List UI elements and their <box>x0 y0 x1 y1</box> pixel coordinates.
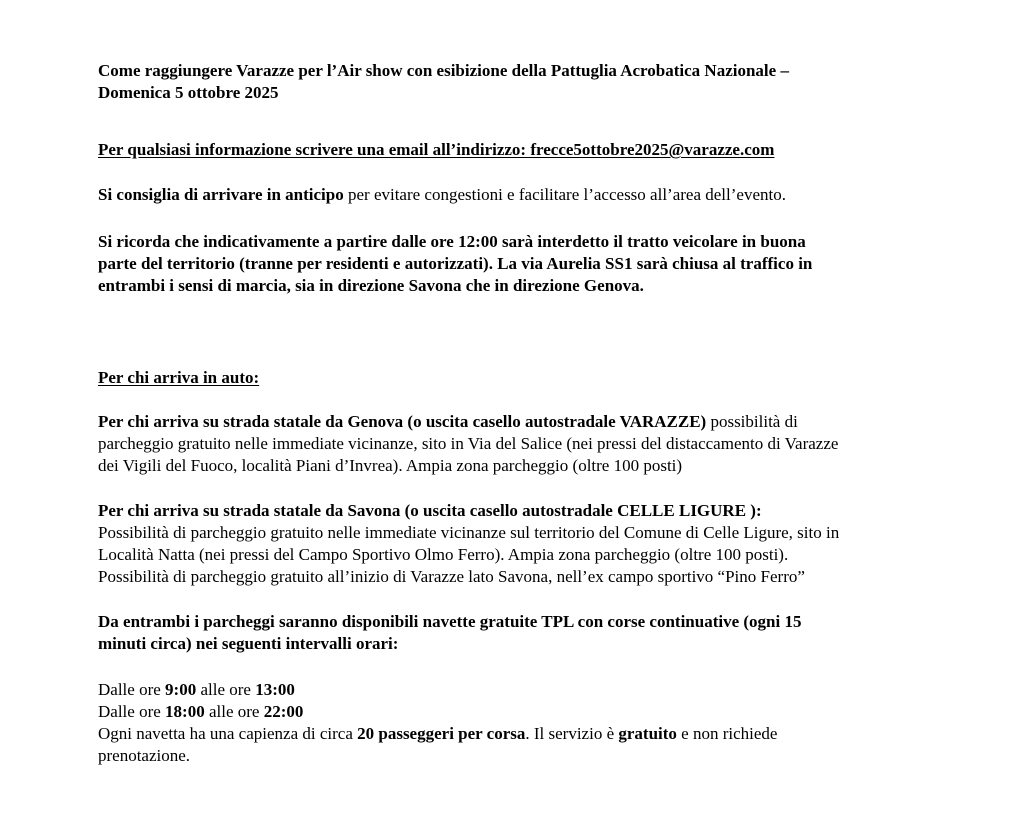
arrival-advice <box>98 184 938 206</box>
genova-line-1 <box>98 411 938 433</box>
genova-line-3: dei Vigili del Fuoco, località Piani d’Invrea). Ampia zona parcheggio (oltre 100 posti) <box>98 456 683 475</box>
savona-line-1: Possibilità di parcheggio gratuito nelle immediate vicinanze sul territorio del Comune di Celle Ligure, sito in <box>98 523 840 542</box>
capacity-text-c: . Il servizio è <box>525 724 619 743</box>
schedule-mid: alle ore <box>204 702 264 721</box>
schedule-prefix: Dalle ore <box>98 702 166 721</box>
shuttle-info <box>98 611 938 655</box>
advice-rest: per evitare congestioni e facilitare l’accesso all’area dell’evento. <box>343 185 786 204</box>
schedule-line-morning <box>98 679 938 701</box>
schedule-line-evening <box>98 701 938 723</box>
title-line-1: Come raggiungere Varazze per l’Air show con esibizione della Pattuglia Acrobatica Nazionale – <box>98 61 789 80</box>
schedule-start-time: 9:00 <box>165 680 197 699</box>
capacity-text-a: Ogni navetta ha una capienza di circa <box>98 724 358 743</box>
savona-line-2: Località Natta (nei pressi del Campo Sportivo Olmo Ferro). Ampia zona parcheggio (oltre 100 posti). <box>98 545 789 564</box>
capacity-free: gratuito <box>618 724 677 743</box>
capacity-passengers: 20 passeggeri per corsa <box>357 724 526 743</box>
document-title <box>98 60 938 104</box>
schedule-mid: alle ore <box>196 680 256 699</box>
capacity-line-2: prenotazione. <box>98 746 191 765</box>
title-line-2: Domenica 5 ottobre 2025 <box>98 83 279 102</box>
genova-line-1-rest: possibilità di <box>706 412 798 431</box>
schedule-end-time: 22:00 <box>263 702 304 721</box>
schedule-start-time: 18:00 <box>165 702 205 721</box>
capacity-text-e: e non richiede <box>676 724 778 743</box>
shuttle-line-1: Da entrambi i parcheggi saranno disponibili navette gratuite TPL con corse continuative (ogni 15 <box>98 612 802 631</box>
schedule-end-time: 13:00 <box>255 680 295 699</box>
capacity-line-1 <box>98 723 938 745</box>
closure-line-1: Si ricorda che indicativamente a partire dalle ore 12:00 sarà interdetto il tratto veicolare in buona <box>98 232 806 251</box>
closure-line-3: entrambi i sensi di marcia, sia in direzione Savona che in direzione Genova. <box>98 276 644 295</box>
genova-route <box>98 411 938 477</box>
advice-bold: Si consiglia di arrivare in anticipo <box>98 185 344 204</box>
genova-line-2: parcheggio gratuito nelle immediate vicinanze, sito in Via del Salice (nei pressi del distaccamento di Varazze <box>98 434 839 453</box>
closure-line-2: parte del territorio (tranne per residenti e autorizzati). La via Aurelia SS1 sarà chiusa al traffico in <box>98 254 813 273</box>
savona-heading: Per chi arriva su strada statale da Savona (o uscita casello autostradale CELLE LIGURE ): <box>98 501 762 520</box>
contact-email-line: Per qualsiasi informazione scrivere una email all’indirizzo: frecce5ottobre2025@varazze.com <box>98 140 775 159</box>
road-closure-notice <box>98 231 938 297</box>
car-section-heading: Per chi arriva in auto: <box>98 368 260 387</box>
savona-route <box>98 500 938 588</box>
schedule-prefix: Dalle ore <box>98 680 166 699</box>
shuttle-schedule <box>98 679 938 767</box>
shuttle-line-2: minuti circa) nei seguenti intervalli orari: <box>98 634 399 653</box>
genova-heading: Per chi arriva su strada statale da Genova (o uscita casello autostradale VARAZZE) <box>98 412 707 431</box>
savona-line-3: Possibilità di parcheggio gratuito all’inizio di Varazze lato Savona, nell’ex campo sportivo “Pino Ferro” <box>98 567 805 586</box>
